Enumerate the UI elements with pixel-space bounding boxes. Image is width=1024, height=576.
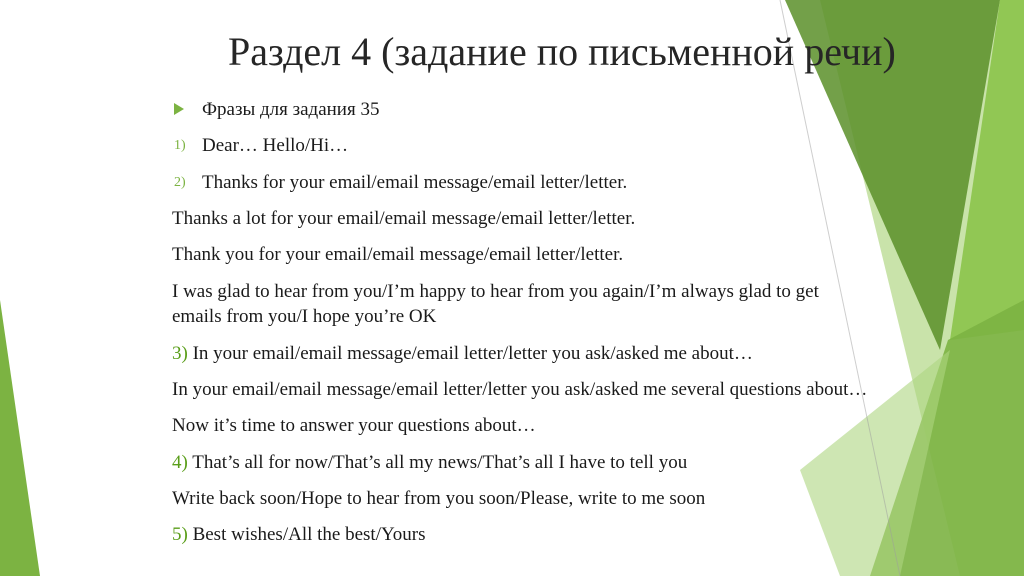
- phrase-heading: Фразы для задания 35: [202, 99, 380, 120]
- phrase-line: Thanks a lot for your email/email message/email letter/letter.: [172, 208, 636, 229]
- phrase-line: Thanks for your email/email message/email letter/letter.: [202, 172, 628, 193]
- phrase-text: That’s all for now/That’s all my news/That’s all I have to tell you: [192, 452, 688, 473]
- left-green-shard: [0, 300, 40, 576]
- phrase-line: Dear… Hello/Hi…: [202, 135, 349, 156]
- list-marker-2: 2): [174, 175, 186, 190]
- bullet-arrow-icon: [174, 103, 184, 115]
- slide-title: Раздел 4 (задание по письменной речи): [228, 29, 896, 74]
- phrase-line-numbered: [172, 342, 753, 366]
- list-marker-3: 3): [172, 343, 188, 364]
- phrase-line: Now it’s time to answer your questions about…: [172, 415, 536, 436]
- phrase-text: Best wishes/All the best/Yours: [192, 524, 426, 545]
- list-marker-5: 5): [172, 524, 188, 545]
- list-marker-1: 1): [174, 138, 186, 153]
- list-marker-4: 4): [172, 452, 188, 473]
- phrase-line-numbered: [172, 451, 687, 475]
- phrase-line-numbered: [172, 523, 426, 547]
- phrase-line: In your email/email message/email letter/letter you ask/asked me several questions about…: [172, 379, 868, 400]
- phrase-line: Thank you for your email/email message/email letter/letter.: [172, 244, 624, 265]
- phrase-text: In your email/email message/email letter/letter you ask/asked me about…: [192, 343, 753, 364]
- phrase-line: I was glad to hear from you/I’m happy to hear from you again/I’m always glad to get: [172, 281, 819, 302]
- phrase-line: emails from you/I hope you’re OK: [172, 306, 437, 327]
- phrase-line: Write back soon/Hope to hear from you soon/Please, write to me soon: [172, 488, 706, 509]
